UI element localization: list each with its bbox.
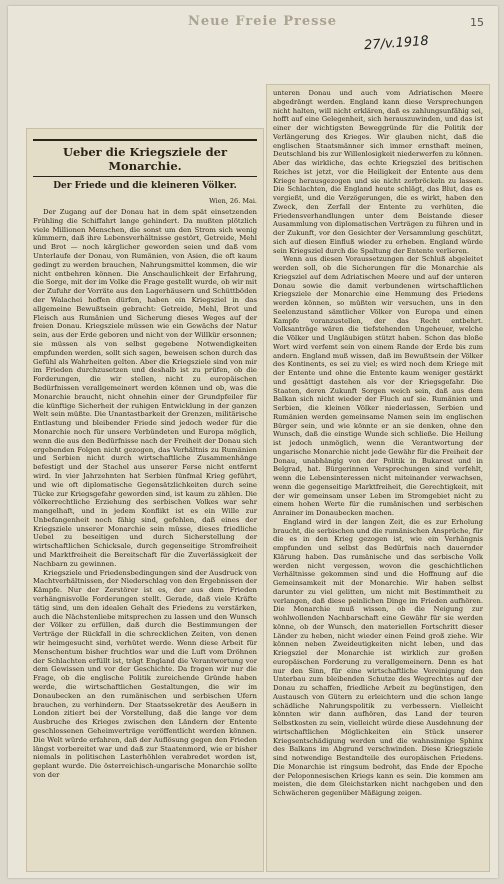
- paragraph: England wird in der langen Zeit, die es zur Erholung braucht, die serbischen und die rumänischen Ansprüche, für die es in den Krieg gezogen ist, wie ein Verhängnis empfunden und selbst das Bedürfnis nach dauernder Klärung haben. Das rumänische und das serbische Volk werden nicht vergessen, wovon die geschichtlichen Verhältnisse gekommen sind und die Hoffnung auf die Gemeinsamkeit mit der Monarchie. Wir haben selbst darunter zu viel gelitten, um nicht mit Bestimmtheit zu verlangen, daß diese peinlichen Dinge im Frieden aufhören. Die Monarchie muß wissen, ob die Neigung zur wohlwollenden Nachbarschaft eine Gewähr für sie werden könne, ob der Wunsch, den materiellen Fortschritt dieser Länder zu heben, nicht wieder einen Feind groß ziehe. Wir können neben Zweideutigkeiten nicht leben, und das Kriegsziel der Monarchie ist wirklich zur großen europäischen Forderung zu verallgemeinern. Denn es hat nur den Sinn, für eine wirtschaftliche Vereinigung den Unterbau zum bleibenden Schutze des Wegrechtes auf der Donau zu schaffen, friedliche Arbeit zu begünstigen, den Austausch von Gütern zu erleichtern und die schon lange schädliche Nahrungspolitik zu verbessern. Vielleicht könnten wir dann aufhören, das Land der teuren Selbstkosten zu sein, vielleicht würde diese Ausdehnung der wirtschaftlichen Möglichkeiten ein Stück unserer Kriegsentschädigung werden und die wahnsinnige Sphinx des Balkans im Abgrund verschwinden. Diese Kriegsziele sind notwendige Bestandteile des europäischen Friedens. Die Monarchie ist ringsum bedroht, das Ende der Epoche der Peloponnesischen Kriegs kann es sein. Die kommen am meisten, die dem Gleichstarken nicht nachgeben und den Schwächeren gegenüber Mäßigung zeigen.: [273, 517, 483, 797]
- paragraph: Der Zugang auf der Donau hat in dem spät einsetzenden Frühling die Schiffahrt lange gehindert. Da mußten plötzlich viele Millionen Menschen, die sonst um den Strom sich wenig kümmern, daß ihre Lebensverhältnisse gestört, Getreide, Mehl und Brot — noch kärglicher geworden seien und daß vom Unterlaufe der Donau, von Rumänien, von Asien, die oft kaum gedingt zu werden brauchen, Nahrungsmittel kommen, die wir nicht entbehren können. Die Anschaulichkeit der Erfahrung, die Sorge, mit der im Volke die Frage gestellt wurde, ob wir mit der Zufuhr der Vorräte aus den Lagerhäusern und Schüttböden der Walachei hoffen dürfen, haben ein Kriegsziel in das allgemeine Bewußtsein gebracht: Getreide, Mehl, Brot und Fleisch aus Rumänien und Sicherung dieses Weges auf der freien Donau. Kriegsziele müssen wie ein Gewächs der Natur sein, aus der Erde geboren und nicht von der Willkür ersonnen; sie müssen als von selbst gegebene Notwendigkeiten empfunden werden, sollt sich sagen, beweisen schon durch das Gefühl als Wahrheiten gelten. Aber die Kriegsziele sind von mir im Frieden durchzusetzen und deshalb ist zu prüfen, ob die Forderungen, die wir stellen, nicht zu europäischen Bedürfnissen verallgemeinert werden können und ob, was die Monarchie braucht, nicht ohnehin einer der Grundpfeiler für die künftige Sicherheit der ruhigen Entwicklung in der ganzen Welt sein müßte. Die Unantastbarkeit der Grenzen, militärische Entlastung und bleibender Friede sind jedoch weder für die Monarchie noch für unsere Verbündeten und Europa möglich, wenn die aus den Bedürfnisse nach der Freiheit der Donau sich ergebenden Folgen nicht gezogen, das Verhältnis zu Rumänien und Serbien nicht durch wirtschaftliche Zusammenhänge befestigt und der Stachel aus unserer Ferse nicht entfernt wird. In vier Jahrzehnten hat Serbien fünfmal Krieg geführt, und wie oft diplomatische Gegensätzlichkeiten durch seine Tücke zur Kriegsgefahr geworden sind, ist kaum zu zählen. Die völkerrechtliche Erziehung des serbischen Volkes war sehr mangelhaft, und in jedem Konflikt ist es ein Wille zur Unbefangenheit noch fähig sind, gefehlen, daß eines der Kriegsziele unserer Monarchie sein müsse, dieses friedliche Uebel zu beseitigen und durch Sicherstellung der wirtschaftlichen Schicksale, durch gegenseitige Stromfreiheit und Marktfreiheit die Bereitschaft für die Zuverlässigkeit der Nachbarn zu gewinnen.: [33, 208, 257, 568]
- article-headline: Ueber die Kriegsziele der Monarchie.: [33, 139, 257, 177]
- article-clipping-left: [26, 128, 264, 872]
- article-clipping-right: [266, 84, 490, 872]
- page-number: 15: [470, 16, 484, 29]
- article-dateline: Wien, 26. Mai.: [209, 197, 257, 205]
- paragraph: Kriegsziele und Friedensbedingungen sind der Ausdruck von Machtverhältnissen, der Niederschlag von den Ergebnissen der Kämpfe. Nur der Zerstörer ist es, der aus dem Frieden verhängnisvolle Forderungen stellt. Gerade, daß viele Kräfte tätig sind, um den idealen Gehalt des Friedens zu verstärken, auch die Nächstenliebe mitsprechen zu lassen und den Wunsch der Völker zu erfüllen, daß durch die Bestimmungen der Verträge der Rückfall in die schrecklichen Zeiten, von denen wir heimgesucht sind, verhütet werde. Wenn diese Arbeit für Menschentum bisher fruchtlos war und die Luft vom Dröhnen der Schlachten erfüllt ist, trägt England die Verantwortung vor dem Gewissen und vor der Geschichte. Da fragen wir nur die Frage, ob die englische Politik zureichende Gründe haben werde, die wirtschaftlichen Gestaltungen, die wir im Donaubecken an den rumänischen und serbischen Ufern brauchen, zu verhindern. Der Staatssekretär des Aeußern in London zitiert bei der Vorstellung, daß die lange vor dem Ausbruche des Krieges zwischen den Ländern der Entente geschlossenen Geheimverträge veröffentlicht werden können. Die Welt würde erfahren, daß der Auflösung gegen den Frieden längst vorbereitet war und daß zur Staatenmord, wie er bisher niemals in politischen Lasterhöhlen verabredet worden ist, geplant wurde. Die österreichisch-ungarische Monarchie sollte von der: [33, 568, 257, 779]
- article-column-right: [267, 85, 489, 798]
- article-subheadline: Der Friede und die kleineren Völker.: [53, 181, 237, 191]
- article-column-left: [27, 129, 263, 780]
- handwritten-date: 27/v.1918: [363, 33, 430, 54]
- newspaper-stamp: Neue Freie Presse: [188, 14, 338, 29]
- paragraph: unteren Donau und auch vom Adriatischen Meere abgedrängt werden. England kann diese Versprechungen nicht halten, will nicht erklären, daß es zahlungsunfähig sei, hofft auf eine Gelegenheit, sich herauszuwinden, und das ist einer der wichtigsten Beweggründe für die Politik der Verlängerung des Krieges. Wir glauben nicht, daß die englischen Staatsmänner sich immer ernsthaft meinen, Deutschland bis zur Willenlosigkeit niederwerfen zu können. Aber das wirkliche, das echte Kriegsziel des britischen Reiches ist jetzt, vor die Heiligkeit der Entente aus dem Kriege herausgezogen und sie nicht zerbröckeln zu lassen. Die Schlachten, die England heute schlägt, das Blut, das es vergießt, und die Verzögerungen, die es wirkt, haben den Zweck, den Zerfall der Entente zu verhüten, die Friedensverhandlungen unter dem Beistande dieser Ausammlung von diplomatischen Verträgen zu führen und in der Zukunft, vor den Gesichter der Versammlung geschützt, sich auf diesen Einfluß wieder zu erheben. England würde sein Kriegsziel durch die Spaltung der Entente verlieren.: [273, 89, 483, 255]
- paragraph: Wenn aus diesen Voraussetzungen der Schluß abgeleitet werden soll, ob die Sicherungen für die Monarchie als Kriegsziel auf dem Adriatischen Meere und auf der unteren Donau sowie die damit verbundenen wirtschaftlichen Kriegsziele der Monarchie eine Hemmung des Friedens werden können, so müßten wir versuchen, uns in den Seelenzustand sämtlicher Völker von Europa und einen Kampfe voranzustellen, der das Recht entbehrt. Volksanträge wären die tiefstehenden Ungeheuer, welche die Völker und Ungläubigen stützt haben. Schon das bloße Wort wird verfemt sein von einem Rande der Erde bis zum andern. England muß wissen, daß im Bewußtsein der Völker des Kontinents, es sei zu viel; es wird noch dem Kriege mit der Entente und ohne die Entente kaum weniger gestärkt und gesättigt dastehen als vor der Kriegsgefahr. Die Staaten, deren Zukunft Sorgen weich sein, daß aus dem Balkan sich nicht wieder der Fluch auf sie. Rumänien und Serbien, die kleinen Völker niederlassen, Serbien und Rumänien werden gemeinsame Namen sein im englischen Bürger sein, und wie könnte er an sie denken, ohne den Wunsch, daß die einstige Wunde sich schließe. Die Heilung ist jedoch unmöglich, wenn die Verantwortung der ungarische Monarchie nicht jede Gewähr für die Freiheit der Donau, unabhängig von der Politik in Bukarest und in Belgrad, hat. Bürgerinnen Versprechungen sind verfehlt, wenn die Lebensinteressen nicht miteinander verwachsen, wenn die gegenseitige Marktfreiheit, die Gerechtigkeit, mit der wir gemeinsam unser Leben im Stromgebiet nicht zu einem hohen Werte für die rumänischen und serbischen Anrainer im Donaubecken machen.: [273, 255, 483, 517]
